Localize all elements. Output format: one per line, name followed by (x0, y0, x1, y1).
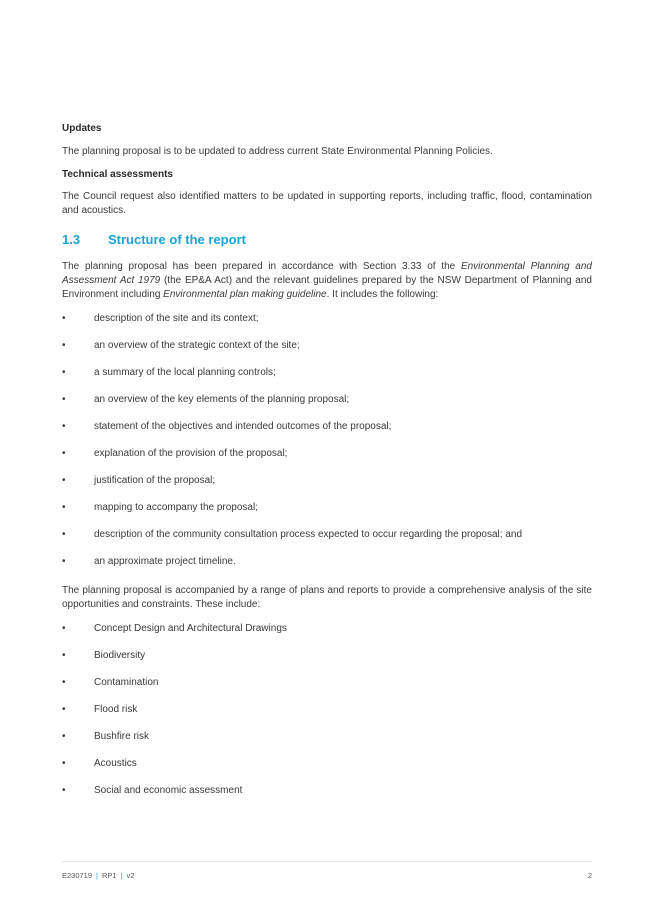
bullet-icon: • (62, 677, 66, 688)
page-content (62, 122, 592, 811)
list-item-text: statement of the objectives and intended outcomes of the proposal; (94, 421, 392, 432)
list-item (62, 676, 592, 703)
list-item-text: Acoustics (94, 758, 137, 769)
guideline-title: Environmental plan making guideline (163, 289, 327, 300)
technical-text: The Council request also identified matters to be updated in supporting reports, including traffic, flood, contamination and acoustics. (62, 191, 592, 216)
list-item-text: a summary of the local planning controls; (94, 367, 276, 378)
list-item (62, 366, 592, 393)
updates-heading: Updates (62, 123, 102, 134)
list-item (62, 757, 592, 784)
updates-text: The planning proposal is to be updated to address current State Environmental Planning Policies. (62, 146, 493, 157)
accompanied-paragraph: The planning proposal is accompanied by a range of plans and reports to provide a comprehensive analysis of the site opportunities and constraints. These include: (62, 585, 592, 610)
list-item (62, 393, 592, 420)
footer-divider (62, 861, 592, 862)
bullet-icon: • (62, 448, 66, 459)
bullet-icon: • (62, 623, 66, 634)
list-item-text: description of the community consultation process expected to occur regarding the proposal; and (94, 529, 523, 540)
technical-heading: Technical assessments (62, 169, 173, 180)
bullet-icon: • (62, 394, 66, 405)
list-item-text: Concept Design and Architectural Drawings (94, 623, 287, 634)
section-number: 1.3 (62, 232, 81, 247)
list-item (62, 703, 592, 730)
bullet-icon: • (62, 502, 66, 513)
footer-version: v2 (126, 871, 135, 880)
bullet-icon: • (62, 421, 66, 432)
footer-separator: | (96, 871, 98, 880)
bullet-icon: • (62, 475, 66, 486)
footer-ref: E230719 (62, 871, 93, 880)
section-heading (62, 232, 592, 248)
bullet-icon: • (62, 313, 66, 324)
intro-paragraph (62, 260, 592, 302)
list-item-text: Flood risk (94, 704, 138, 715)
list-item-text: Contamination (94, 677, 159, 688)
report-contents-list (62, 312, 592, 582)
supporting-reports-list (62, 622, 592, 811)
act-title: Environmental Planning and Assessment Act 1979 (62, 261, 592, 286)
footer-reference (62, 871, 134, 880)
list-item-text: explanation of the provision of the proposal; (94, 448, 288, 459)
list-item-text: an overview of the key elements of the planning proposal; (94, 394, 350, 405)
list-item (62, 420, 592, 447)
list-item-text: description of the site and its context; (94, 313, 259, 324)
list-item (62, 649, 592, 676)
bullet-icon: • (62, 650, 66, 661)
list-item (62, 312, 592, 339)
list-item-text: Bushfire risk (94, 731, 150, 742)
bullet-icon: • (62, 731, 66, 742)
list-item (62, 528, 592, 555)
list-item-text: an overview of the strategic context of the site; (94, 340, 300, 351)
list-item-text: Social and economic assessment (94, 785, 243, 796)
intro-text-1: The planning proposal has been prepared in accordance with Section 3.33 of the (62, 261, 461, 272)
footer-separator: | (120, 871, 123, 880)
list-item (62, 784, 592, 811)
list-item (62, 447, 592, 474)
bullet-icon: • (62, 556, 66, 567)
list-item-text: an approximate project timeline. (94, 556, 236, 567)
bullet-icon: • (62, 529, 66, 540)
list-item (62, 501, 592, 528)
section-title: Structure of the report (108, 232, 246, 247)
list-item-text: mapping to accompany the proposal; (94, 502, 258, 513)
list-item-text: justification of the proposal; (94, 475, 216, 486)
list-item (62, 474, 592, 501)
intro-text-3: . It includes the following: (326, 289, 439, 300)
footer-report: RP1 (101, 871, 117, 880)
bullet-icon: • (62, 785, 66, 796)
list-item (62, 730, 592, 757)
bullet-icon: • (62, 367, 66, 378)
bullet-icon: • (62, 340, 66, 351)
intro-text-2: (the EP&A Act) and the relevant guidelines prepared by the NSW Department of Planning and Environment including (62, 275, 592, 300)
list-item (62, 622, 592, 649)
page-footer (62, 871, 592, 880)
bullet-icon: • (62, 758, 66, 769)
list-item (62, 555, 592, 582)
bullet-icon: • (62, 704, 66, 715)
list-item (62, 339, 592, 366)
page-number: 2 (587, 871, 592, 880)
list-item-text: Biodiversity (94, 650, 146, 661)
